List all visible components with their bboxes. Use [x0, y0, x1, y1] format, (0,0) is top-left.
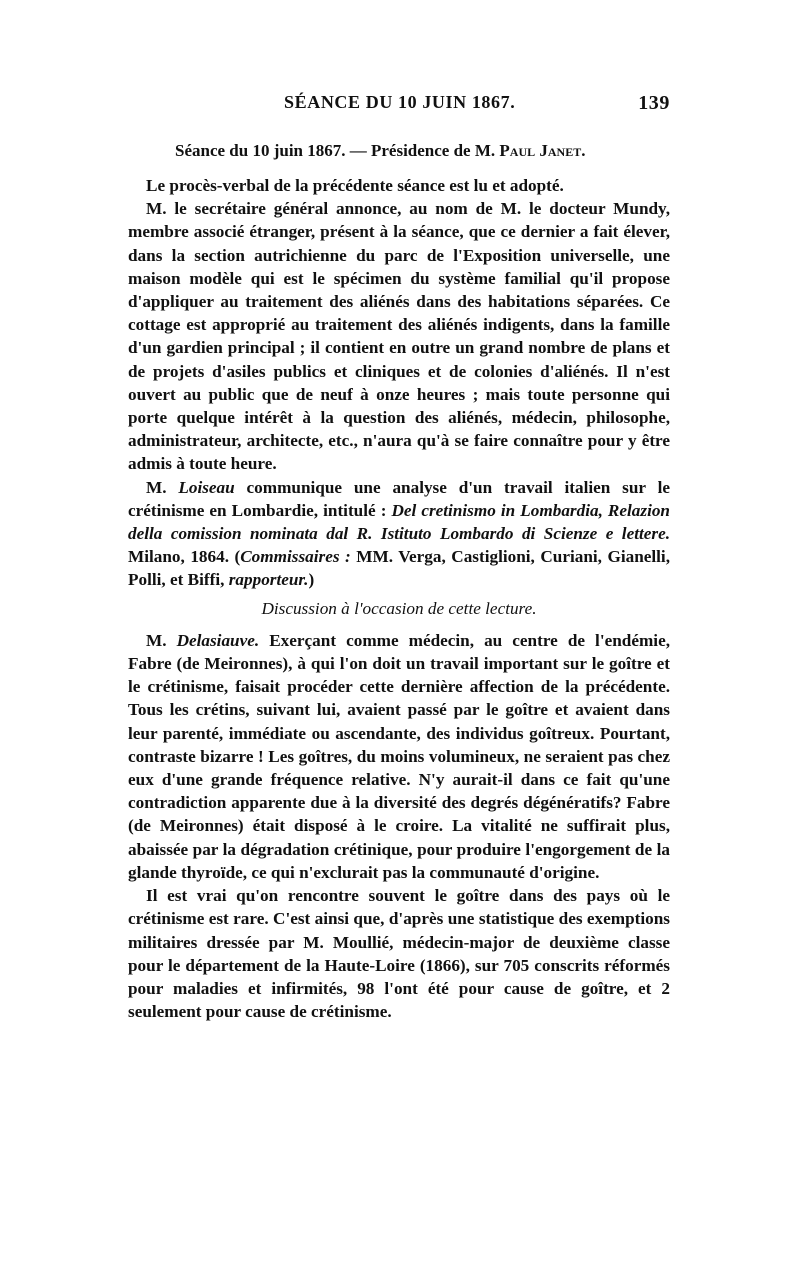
session-prefix: Séance du 10 juin 1867. — Présidence de M. — [175, 141, 500, 160]
paragraph-loiseau — [128, 476, 670, 592]
speaker-delasiauve: Delasiauve. — [176, 630, 260, 650]
commissaires-label: Commissaires : — [240, 547, 351, 567]
president-first-name: Paul — [499, 141, 536, 160]
session-line — [175, 141, 675, 161]
loiseau-text-b: Milano, 1864. ( — [128, 547, 241, 567]
delasiauve-text: Exerçant comme médecin, au centre de l'endémie, Fabre (de Meironnes), à qui l'on doit un travail important sur le goître et le crétinisme, faisait procéder cette dernière affection de la précédente. Tous les crétins, suivant lui, avaient passé par le goître et avaient dans leur parenté, immédiate ou ascendante, des individus goîtreux. Pourtant, contraste bizarre ! Les goîtres, du moins volumineux, ne seraient pas chez eux d'une grande fréquence relative. N'y aurait-il dans ce fait qu'une contradiction apparente due à la diversité des degrés dégénératifs? Fabre (de Meironnes) était disposé à le croire. La vitalité ne suffirait plus, abaissée par la dégradation crétinique, pour produire l'engorgement de la glande thyroïde, ce qui n'exclurait pas la communauté d'origine. — [128, 630, 670, 882]
paragraph-mundy: M. le secrétaire général annonce, au nom de M. le docteur Mundy, membre associé étranger, présent à la séance, que ce dernier a fait élever, dans la section autrichienne du parc de l'Exposition universelle, une maison modèle qui est le spécimen du système familial qu'il propose d'appliquer au traitement des aliénés dans des habitations séparées. Ce cottage est approprié au traitement des aliénés indigents, dans la famille d'un gardien principal ; il contient en outre un grand nombre de plans et de projets d'asiles publics et cliniques et de colonies d'aliénés. Il n'est ouvert au public que de neuf à onze heures ; mais toute personne qui porte quelque intérêt à la question des aliénés, médecin, philosophe, administrateur, architecte, etc., n'aura qu'à se faire connaître pour y être admis à toute heure. — [128, 199, 670, 474]
speaker-prefix: M. — [146, 477, 179, 497]
loiseau-text-d: ) — [308, 570, 315, 590]
discussion-heading: Discussion à l'occasion de cette lecture. — [261, 598, 537, 618]
running-head — [128, 92, 670, 120]
work-title: Del cretinismo in Lombardia, Relazion della comission nominata dal R. Istituto Lombardo di Scienze e lettere. — [128, 500, 670, 544]
page-number: 139 — [638, 92, 670, 114]
speaker-loiseau: Loiseau — [178, 477, 235, 497]
president-last-name: Janet. — [539, 141, 586, 160]
body-text — [128, 174, 670, 1023]
paragraph-delasiauve — [128, 629, 670, 884]
loiseau-text-a: communique une analyse d'un travail italien sur le crétinisme en Lombardie, intitulé : — [128, 477, 670, 520]
paragraph-statistics: Il est vrai qu'on rencontre souvent le goître dans des pays où le crétinisme est rare. C'est ainsi que, d'après une statistique des exemptions militaires dressée par M. Moullié, médecin-major de deuxième classe pour le département de la Haute-Loire (1866), sur 705 conscrits réformés pour maladies et infirmités, 98 l'ont été pour cause de goître, et 2 seulement pour cause de crétinisme. — [128, 886, 670, 1022]
rapporteur-label: rapporteur. — [228, 570, 309, 590]
paragraph-minutes: Le procès-verbal de la précédente séance est lu et adopté. — [146, 176, 564, 195]
running-title: SÉANCE DU 10 JUIN 1867. — [284, 92, 516, 112]
loiseau-text-c: MM. Verga, Castiglioni, Curiani, Gianelli, Polli, et Biffi, — [128, 547, 671, 590]
speaker-prefix: M. — [146, 630, 177, 650]
